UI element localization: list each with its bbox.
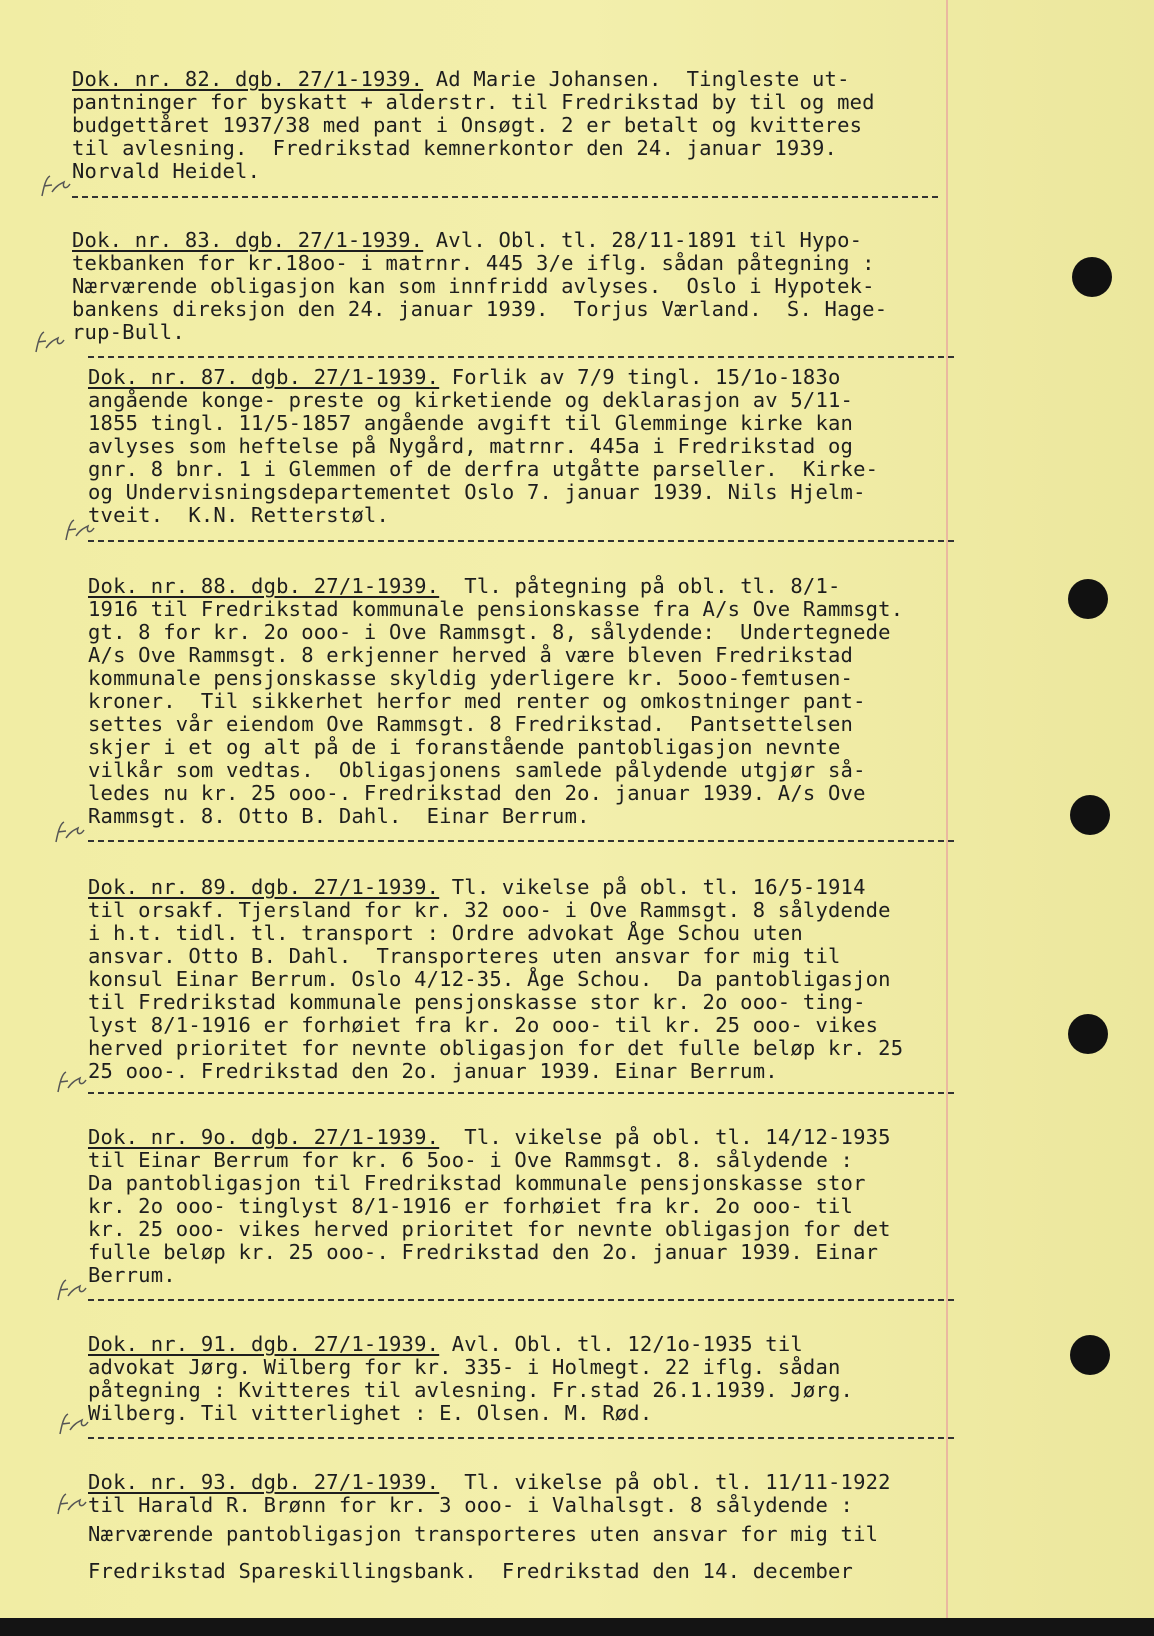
entry-doc-89: [88, 876, 988, 1083]
handwritten-mark-icon: [54, 1276, 88, 1302]
handwritten-mark-icon: [54, 1068, 88, 1094]
entry-line: fulle beløp kr. 25 ooo-. Fredrikstad den 2o. januar 1939. Einar: [88, 1240, 879, 1264]
entry-line: kroner. Til sikkerhet herfor med renter og omkostninger pant-: [88, 689, 866, 713]
entry-line: Tl. vikelse på obl. tl. 16/5-1914: [439, 875, 866, 899]
entry-line: tveit. K.N. Retterstøl.: [88, 503, 390, 527]
separator: [88, 1437, 954, 1439]
entry-line: Berrum.: [88, 1263, 176, 1287]
entry-heading: Dok. nr. 93. dgb. 27/1-1939.: [88, 1470, 440, 1494]
entry-doc-82: [72, 68, 972, 183]
entry-line: påtegning : Kvitteres til avlesning. Fr.stad 26.1.1939. Jørg.: [88, 1378, 854, 1402]
entry-line: advokat Jørg. Wilberg for kr. 335- i Holmegt. 22 iflg. sådan: [88, 1355, 841, 1379]
entry-line: budgettåret 1937/38 med pant i Onsøgt. 2 er betalt og kvitteres: [72, 113, 863, 137]
separator: [88, 1299, 954, 1301]
entry-line: til Harald R. Brønn for kr. 3 ooo- i Valhalsgt. 8 sålydende :: [88, 1493, 854, 1517]
handwritten-mark-icon: [54, 1490, 88, 1516]
entry-heading: Dok. nr. 82. dgb. 27/1-1939.: [72, 67, 424, 91]
entry-heading: Dok. nr. 83. dgb. 27/1-1939.: [72, 228, 424, 252]
handwritten-mark-icon: [38, 172, 72, 198]
entry-line: Norvald Heidel.: [72, 159, 261, 183]
entry-line: settes vår eiendom Ove Rammsgt. 8 Fredrikstad. Pantsettelsen: [88, 712, 854, 736]
entry-line: angående konge- preste og kirketiende og deklarasjon av 5/11-: [88, 388, 854, 412]
entry-line: avlyses som heftelse på Nygård, matrnr. 445a i Fredrikstad og: [88, 434, 854, 458]
entry-line: Rammsgt. 8. Otto B. Dahl. Einar Berrum.: [88, 804, 590, 828]
entry-line: lyst 8/1-1916 er forhøiet fra kr. 2o ooo- til kr. 25 ooo- vikes: [88, 1013, 879, 1037]
separator: [88, 356, 954, 358]
entry-line: 1916 til Fredrikstad kommunale pensionskasse fra A/s Ove Rammsgt.: [88, 597, 904, 621]
entry-line: til avlesning. Fredrikstad kemnerkontor den 24. januar 1939.: [72, 136, 838, 160]
entry-line: herved prioritet for nevnte obligasjon for det fulle beløp kr. 25: [88, 1036, 904, 1060]
entry-doc-90: [88, 1126, 988, 1287]
punch-hole: [1072, 257, 1112, 297]
entry-heading: Dok. nr. 89. dgb. 27/1-1939.: [88, 875, 440, 899]
entry-line: pantninger for byskatt + alderstr. til Fredrikstad by til og med: [72, 90, 875, 114]
entry-doc-91: [88, 1333, 988, 1425]
entry-line: rup-Bull.: [72, 320, 185, 344]
entry-line: Tl. vikelse på obl. tl. 11/11-1922: [439, 1470, 891, 1494]
entry-line: Forlik av 7/9 tingl. 15/1o-183o: [439, 365, 841, 389]
entry-line: Tl. påtegning på obl. tl. 8/1-: [439, 574, 841, 598]
entry-line: ansvar. Otto B. Dahl. Transporteres uten ansvar for mig til: [88, 944, 841, 968]
entry-doc-83: [72, 229, 972, 344]
entry-line: til Fredrikstad kommunale pensjonskasse stor kr. 2o ooo- ting-: [88, 990, 866, 1014]
entry-line: i h.t. tidl. tl. transport : Ordre advokat Åge Schou uten: [88, 921, 803, 945]
punch-hole: [1068, 1014, 1108, 1054]
entry-line: gnr. 8 bnr. 1 i Glemmen of de derfra utgåtte parseller. Kirke-: [88, 457, 879, 481]
entry-line: Da pantobligasjon til Fredrikstad kommunale pensjonskasse stor: [88, 1171, 866, 1195]
handwritten-mark-icon: [56, 1410, 90, 1436]
handwritten-mark-icon: [52, 818, 86, 844]
entry-line: Wilberg. Til vitterlighet : E. Olsen. M. Rød.: [88, 1401, 653, 1425]
entry-line: Avl. Obl. tl. 12/1o-1935 til: [439, 1332, 803, 1356]
entry-doc-87: [88, 366, 988, 527]
entry-line: og Undervisningsdepartementet Oslo 7. januar 1939. Nils Hjelm-: [88, 480, 866, 504]
entry-line: Nærværende obligasjon kan som innfridd avlyses. Oslo i Hypotek-: [72, 274, 875, 298]
entry-line: gt. 8 for kr. 2o ooo- i Ove Rammsgt. 8, sålydende: Undertegnede: [88, 620, 891, 644]
punch-hole: [1068, 579, 1108, 619]
entry-heading: Dok. nr. 88. dgb. 27/1-1939.: [88, 574, 440, 598]
entry-line: tekbanken for kr.18oo- i matrnr. 445 3/e iflg. sådan påtegning :: [72, 251, 875, 275]
entry-line: kommunale pensjonskasse skyldig yderligere kr. 5ooo-femtusen-: [88, 666, 854, 690]
entry-line: konsul Einar Berrum. Oslo 4/12-35. Åge Schou. Da pantobligasjon: [88, 967, 891, 991]
entry-line: skjer i et og alt på de i foranstående pantobligasjon nevnte: [88, 735, 841, 759]
entry-doc-93: [88, 1471, 988, 1583]
entry-line: bankens direksjon den 24. januar 1939. Torjus Værland. S. Hage-: [72, 297, 888, 321]
entry-line: til Einar Berrum for kr. 6 5oo- i Ove Rammsgt. 8. sålydende :: [88, 1148, 854, 1172]
handwritten-mark-icon: [62, 516, 96, 542]
entry-line: 25 ooo-. Fredrikstad den 2o. januar 1939. Einar Berrum.: [88, 1059, 778, 1083]
entry-line: 1855 tingl. 11/5-1857 angående avgift til Glemminge kirke kan: [88, 411, 854, 435]
separator: [72, 196, 938, 198]
entry-line: vilkår som vedtas. Obligasjonens samlede pålydende utgjør så-: [88, 758, 866, 782]
entry-line: Ad Marie Johansen. Tingleste ut-: [423, 67, 850, 91]
entry-doc-88: [88, 575, 988, 828]
separator: [88, 840, 954, 842]
entry-line: Nærværende pantobligasjon transporteres uten ansvar for mig til: [88, 1522, 879, 1546]
handwritten-mark-icon: [32, 328, 66, 354]
entry-line: Tl. vikelse på obl. tl. 14/12-1935: [439, 1125, 891, 1149]
entry-line: Avl. Obl. tl. 28/11-1891 til Hypo-: [423, 228, 863, 252]
entry-line: kr. 25 ooo- vikes herved prioritet for nevnte obligasjon for det: [88, 1217, 891, 1241]
entry-heading: Dok. nr. 9o. dgb. 27/1-1939.: [88, 1125, 440, 1149]
separator: [88, 540, 954, 542]
punch-hole: [1070, 795, 1110, 835]
entry-heading: Dok. nr. 87. dgb. 27/1-1939.: [88, 365, 440, 389]
entry-line: ledes nu kr. 25 ooo-. Fredrikstad den 2o. januar 1939. A/s Ove: [88, 781, 866, 805]
entry-line: kr. 2o ooo- tinglyst 8/1-1916 er forhøiet fra kr. 2o ooo- til: [88, 1194, 854, 1218]
scan-edge: [0, 1618, 1154, 1636]
entry-line: A/s Ove Rammsgt. 8 erkjenner herved å være bleven Fredrikstad: [88, 643, 854, 667]
separator: [88, 1092, 954, 1094]
entry-line: Fredrikstad Spareskillingsbank. Fredrikstad den 14. december: [88, 1559, 854, 1583]
entry-heading: Dok. nr. 91. dgb. 27/1-1939.: [88, 1332, 440, 1356]
entry-line: til orsakf. Tjersland for kr. 32 ooo- i Ove Rammsgt. 8 sålydende: [88, 898, 891, 922]
punch-hole: [1070, 1335, 1110, 1375]
